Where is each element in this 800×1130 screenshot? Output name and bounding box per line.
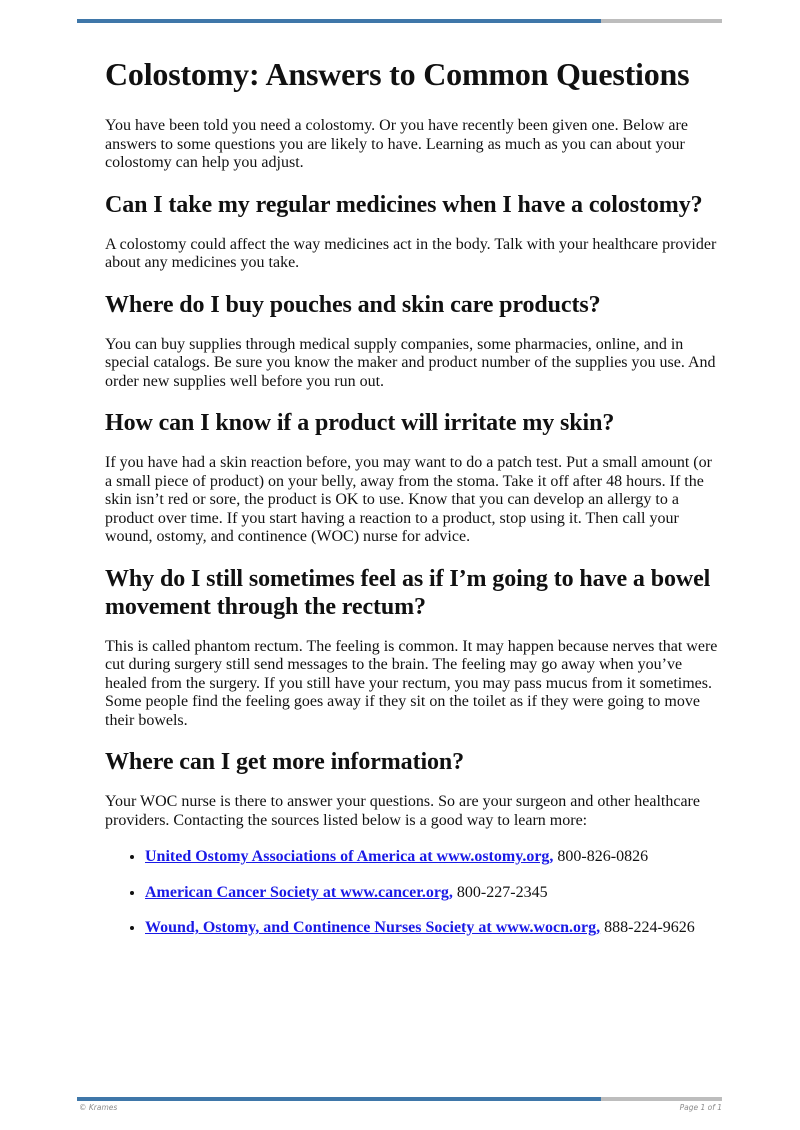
header-rule-secondary (601, 19, 722, 23)
section-body: A colostomy could affect the way medicines act in the body. Talk with your healthcare provider about any medicines you take. (105, 235, 717, 271)
footer-rule-primary (77, 1097, 601, 1101)
resource-item-uoaa (145, 848, 720, 867)
section-heading: Why do I still sometimes feel as if I’m going to have a bowel movement through the rectum? (105, 565, 711, 620)
section-heading: Where do I buy pouches and skin care products? (105, 291, 601, 318)
header-rule (77, 19, 722, 23)
intro-paragraph: You have been told you need a colostomy. Or you have recently been given one. Below are answers to some questions you are likely to have. Learning as much as you can about your colostomy can help you adjust. (105, 117, 688, 171)
footer-rule (77, 1097, 722, 1101)
section-medicines (105, 191, 720, 273)
resource-phone: 888-224-9626 (600, 919, 695, 936)
footer-page-number: Page 1 of 1 (679, 1103, 722, 1112)
resource-phone: 800-826-0826 (553, 848, 649, 865)
footer-rule-secondary (601, 1097, 722, 1101)
header-rule-primary (77, 19, 601, 23)
section-body: If you have had a skin reaction before, you may want to do a patch test. Put a small amount (or a small piece of product) on your belly, away from the stoma. Take it off after 48 hours. If the skin isn’t red or sore, the product is OK to use. Know that you can develop an allergy to a product over time. If you start having a reaction to a product, stop using it. Then call your wound, ostomy, and continence (WOC) nurse for advice. (105, 454, 712, 545)
resource-list (105, 848, 720, 938)
section-body: This is called phantom rectum. The feeling is common. It may happen because nerves that were cut during surgery still send messages to the brain. The feeling may go away when you’ve healed from the surgery. If you still have your rectum, you may pass mucus from it sometimes. Some people find the feeling goes away if they sit on the toilet as if they were going to move their bowels. (105, 637, 718, 729)
section-body: Your WOC nurse is there to answer your questions. So are your surgeon and other healthcare providers. Contacting the sources listed below is a good way to learn more: (105, 793, 700, 829)
section-skin-irritation (105, 409, 720, 547)
section-heading: Where can I get more information? (105, 749, 465, 775)
section-heading: How can I know if a product will irritate my skin? (105, 410, 615, 436)
section-supplies (105, 291, 720, 392)
resource-phone: 800-227-2345 (452, 883, 548, 901)
resource-item-acs (145, 884, 720, 903)
resource-link-acs[interactable]: American Cancer Society at www.cancer.org, (145, 883, 453, 901)
section-more-information (105, 748, 720, 938)
resource-link-uoaa[interactable]: United Ostomy Associations of America at www.ostomy.org, (145, 848, 554, 865)
document-body (105, 56, 720, 955)
resource-item-wocn (145, 919, 720, 938)
section-heading: Can I take my regular medicines when I have a colostomy? (105, 191, 703, 218)
resource-link-wocn[interactable]: Wound, Ostomy, and Continence Nurses Society at www.wocn.org, (145, 919, 601, 936)
section-phantom-rectum (105, 565, 720, 731)
page-title: Colostomy: Answers to Common Questions (105, 56, 690, 92)
section-body: You can buy supplies through medical supply companies, some pharmacies, online, and in special catalogs. Be sure you know the maker and product number of the supplies you use. And order new supplies well before you run out. (105, 335, 716, 390)
footer-copyright: © Krames (79, 1103, 118, 1112)
